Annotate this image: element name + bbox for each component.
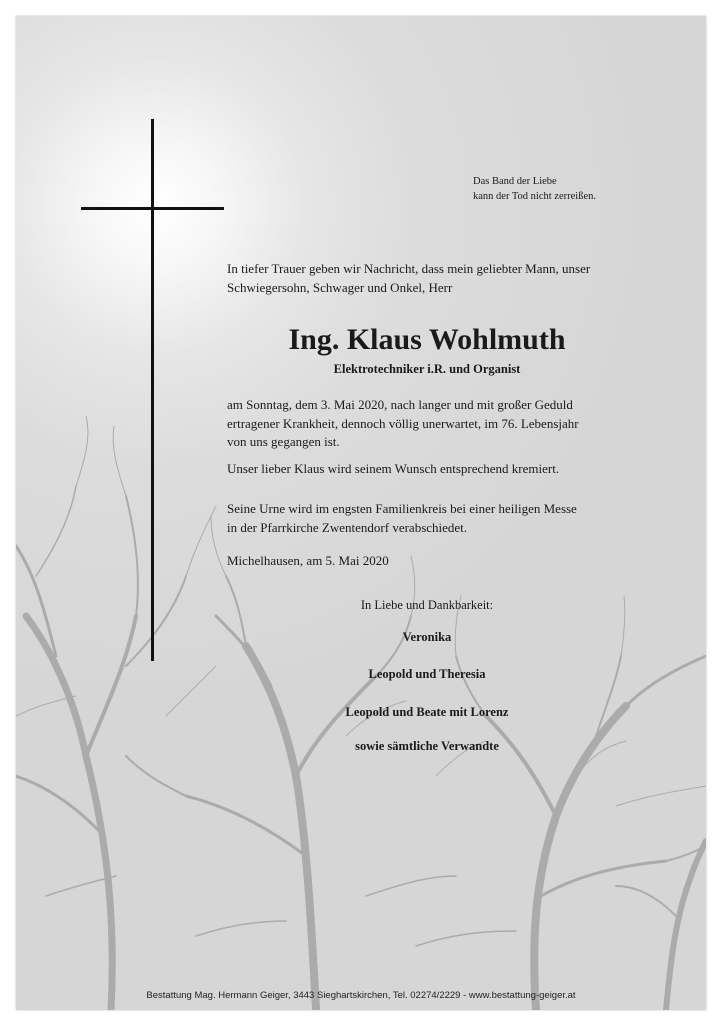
mourner-name: Leopold und Theresia (368, 667, 486, 681)
intro-paragraph (227, 260, 627, 297)
text-line: in der Pfarrkirche Zwentendorf verabschiedet. (227, 519, 468, 535)
text-line: am Sonntag, dem 3. Mai 2020, nach langer und mit großer Geduld (227, 397, 573, 412)
motto-line: kann der Tod nicht zerreißen. (473, 191, 596, 202)
death-notice-paragraph (227, 396, 627, 452)
cremation-paragraph: Unser lieber Klaus wird seinem Wunsch entsprechend kremiert. (227, 461, 560, 476)
text-line: ertragener Krankheit, dennoch völlig unerwartet, im 76. Lebensjahr (227, 415, 579, 431)
mourner-name: sowie sämtliche Verwandte (355, 739, 499, 753)
deceased-name: Ing. Klaus Wohlmuth (288, 323, 566, 356)
mourner-name: Veronika (402, 630, 452, 644)
place-date: Michelhausen, am 5. Mai 2020 (227, 553, 389, 568)
deceased-profession: Elektrotechniker i.R. und Organist (333, 362, 521, 376)
text-line: Seine Urne wird im engsten Familienkreis bei einer heiligen Messe (227, 501, 577, 516)
intro-line: Schwiegersohn, Schwager und Onkel, Herr (227, 279, 453, 295)
text-line: von uns gegangen ist. (227, 434, 340, 449)
intro-line: In tiefer Trauer geben wir Nachricht, dass mein geliebter Mann, unser (227, 261, 591, 276)
urn-paragraph (227, 500, 627, 537)
cross-vertical-bar (151, 119, 154, 661)
motto-line: Das Band der Liebe (473, 176, 557, 187)
cross-horizontal-bar (81, 207, 224, 210)
funeral-home-footer: Bestattung Mag. Hermann Geiger, 3443 Sieghartskirchen, Tel. 02274/2229 - www.bestattung-geiger.at (146, 990, 576, 1001)
mourners-heading: In Liebe und Dankbarkeit: (360, 598, 494, 612)
obituary-sheet (16, 16, 706, 1010)
mourner-name: Leopold und Beate mit Lorenz (345, 705, 509, 719)
motto-quote (473, 174, 596, 204)
